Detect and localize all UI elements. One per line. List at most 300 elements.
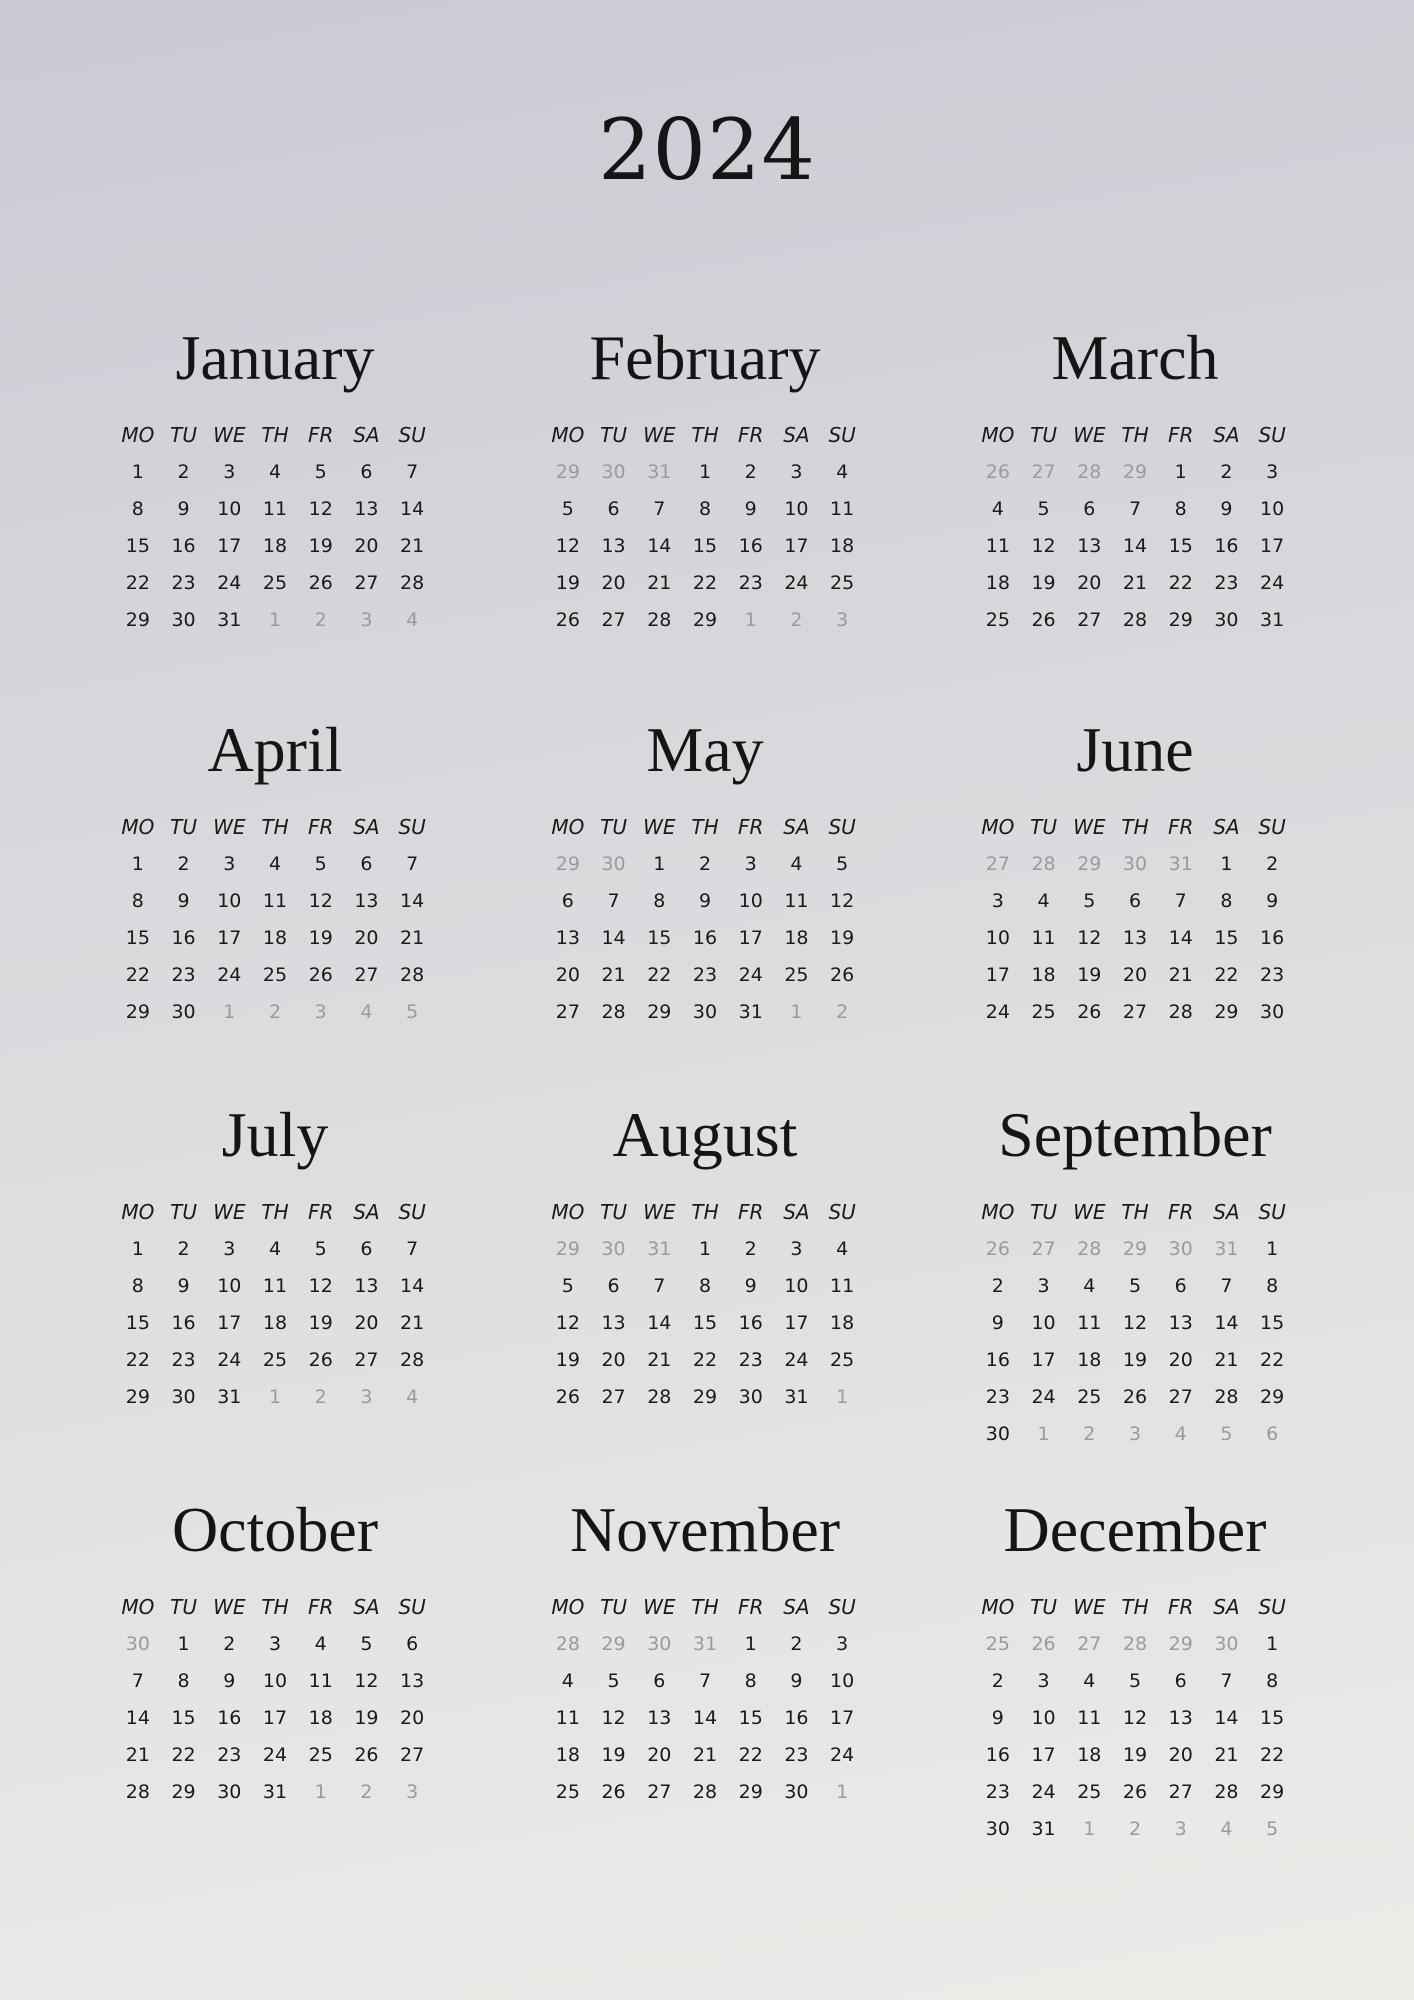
week-row (115, 1700, 435, 1737)
month-march (975, 318, 1295, 639)
week-row (115, 1305, 435, 1342)
weekday-header (545, 808, 865, 846)
day-cell: 27 (354, 1349, 379, 1371)
month-june (975, 710, 1295, 1031)
day-cell: 30 (985, 1423, 1010, 1445)
day-cell: 28 (647, 609, 672, 631)
day-cell: 28 (400, 1349, 425, 1371)
adjacent-month-day: 29 (555, 461, 580, 483)
day-cell: 10 (217, 498, 242, 520)
day-cell: 4 (561, 1670, 574, 1692)
weekday-label: WE (1073, 1595, 1106, 1619)
day-cell: 9 (744, 1275, 757, 1297)
adjacent-month-day: 5 (1220, 1423, 1233, 1445)
day-cell: 27 (601, 1386, 626, 1408)
day-cell: 27 (400, 1744, 425, 1766)
month-name: July (221, 1099, 329, 1170)
weekday-label: MO (551, 1595, 585, 1619)
adjacent-month-day: 3 (314, 1001, 327, 1023)
adjacent-month-day: 26 (985, 461, 1010, 483)
week-row (115, 1379, 435, 1416)
day-cell: 20 (555, 964, 580, 986)
month-name: September (998, 1099, 1272, 1170)
adjacent-month-day: 1 (744, 609, 757, 631)
day-cell: 5 (1083, 890, 1096, 912)
day-cell: 3 (744, 853, 757, 875)
weekday-label: MO (121, 1200, 155, 1224)
adjacent-month-day: 29 (1122, 1238, 1148, 1260)
day-cell: 12 (1031, 535, 1056, 557)
day-cell: 30 (738, 1386, 763, 1408)
day-cell: 12 (308, 1275, 333, 1297)
day-cell: 8 (1266, 1275, 1279, 1297)
day-cell: 1 (131, 853, 144, 875)
day-cell: 27 (555, 1001, 580, 1023)
day-cell: 13 (601, 1312, 626, 1334)
weekday-label: TH (691, 423, 719, 447)
weekday-header (975, 1588, 1295, 1626)
day-cell: 4 (1037, 890, 1050, 912)
weekday-label: FR (1168, 1595, 1194, 1619)
weekday-label: TU (170, 815, 197, 839)
day-cell: 16 (171, 535, 196, 557)
day-cell: 22 (125, 572, 150, 594)
month-name: November (569, 1494, 841, 1565)
day-cell: 21 (400, 1312, 425, 1334)
weekday-label: TH (1121, 423, 1149, 447)
day-cell: 24 (1031, 1781, 1056, 1803)
weekday-label: SU (398, 815, 426, 839)
day-cell: 6 (561, 890, 574, 912)
day-cell: 28 (1214, 1781, 1239, 1803)
day-cell: 25 (784, 964, 809, 986)
day-cell: 5 (561, 1275, 574, 1297)
day-cell: 22 (1168, 572, 1193, 594)
day-cell: 31 (1031, 1818, 1056, 1840)
day-cell: 17 (784, 535, 809, 557)
week-row (115, 846, 435, 883)
day-cell: 29 (1214, 1001, 1239, 1023)
day-cell: 18 (830, 535, 855, 557)
adjacent-month-day: 29 (1168, 1633, 1193, 1655)
weekday-header (115, 1588, 435, 1626)
day-cell: 28 (400, 964, 425, 986)
week-row (975, 1663, 1295, 1700)
weekday-label: MO (121, 1595, 155, 1619)
week-row (545, 1626, 865, 1663)
day-cell: 19 (1122, 1744, 1148, 1766)
day-cell: 14 (601, 927, 626, 949)
day-cell: 2 (223, 1633, 236, 1655)
day-cell: 17 (217, 927, 242, 949)
adjacent-month-day: 4 (406, 1386, 419, 1408)
day-cell: 4 (268, 1238, 282, 1260)
day-cell: 27 (1122, 1001, 1148, 1023)
weekday-header (545, 1588, 865, 1626)
day-cell: 5 (1128, 1275, 1142, 1297)
day-cell: 6 (607, 498, 620, 520)
weekday-label: SU (398, 1200, 426, 1224)
day-cell: 14 (647, 1312, 672, 1334)
day-cell: 25 (308, 1744, 333, 1766)
day-cell: 19 (308, 535, 333, 557)
day-cell: 22 (1260, 1744, 1285, 1766)
day-cell: 31 (1260, 609, 1285, 631)
day-cell: 22 (171, 1744, 196, 1766)
week-row (115, 1342, 435, 1379)
day-cell: 10 (262, 1670, 288, 1692)
day-cell: 19 (308, 1312, 333, 1334)
day-cell: 14 (400, 1275, 425, 1297)
weekday-label: FR (738, 1595, 764, 1619)
day-cell: 9 (177, 1275, 190, 1297)
weekday-label: SU (398, 423, 426, 447)
adjacent-month-day: 26 (1031, 1633, 1056, 1655)
weekday-label: SU (1258, 1595, 1286, 1619)
day-cell: 10 (784, 498, 809, 520)
month-may (545, 710, 865, 1031)
day-cell: 25 (830, 572, 855, 594)
day-cell: 7 (1220, 1670, 1233, 1692)
month-october (115, 1490, 435, 1811)
day-cell: 28 (601, 1001, 626, 1023)
day-cell: 25 (1077, 1781, 1102, 1803)
weekday-label: TH (1121, 1200, 1149, 1224)
day-cell: 10 (1031, 1312, 1056, 1334)
adjacent-month-day: 31 (647, 461, 672, 483)
day-cell: 16 (1214, 535, 1239, 557)
adjacent-month-day: 1 (268, 1386, 282, 1408)
weekday-label: TH (261, 815, 289, 839)
weekday-label: FR (308, 1200, 334, 1224)
day-cell: 18 (555, 1744, 580, 1766)
day-cell: 20 (354, 1312, 379, 1334)
week-row (545, 920, 865, 957)
month-name: August (612, 1099, 798, 1170)
day-cell: 21 (1214, 1349, 1239, 1371)
week-row (545, 1342, 865, 1379)
day-cell: 12 (830, 890, 855, 912)
week-row (975, 883, 1295, 920)
weekday-label: MO (981, 1200, 1015, 1224)
day-cell: 12 (1122, 1312, 1148, 1334)
day-cell: 16 (217, 1707, 242, 1729)
day-cell: 2 (1220, 461, 1233, 483)
adjacent-month-day: 28 (1077, 1238, 1102, 1260)
day-cell: 2 (1266, 853, 1279, 875)
adjacent-month-day: 31 (647, 1238, 672, 1260)
day-cell: 3 (790, 1238, 803, 1260)
day-cell: 22 (692, 572, 718, 594)
day-cell: 1 (698, 1238, 712, 1260)
weekday-label: SU (1258, 815, 1286, 839)
day-cell: 13 (601, 535, 626, 557)
day-cell: 15 (1214, 927, 1239, 949)
week-row (975, 602, 1295, 639)
day-cell: 13 (1168, 1312, 1193, 1334)
week-row (115, 1737, 435, 1774)
week-row (975, 1416, 1295, 1453)
day-cell: 14 (1214, 1707, 1239, 1729)
day-cell: 24 (784, 572, 809, 594)
adjacent-month-day: 3 (360, 1386, 373, 1408)
day-cell: 24 (784, 1349, 809, 1371)
week-row (545, 1305, 865, 1342)
day-cell: 24 (1031, 1386, 1056, 1408)
weekday-label: MO (121, 423, 155, 447)
month-name: May (646, 714, 764, 785)
day-cell: 14 (400, 890, 425, 912)
day-cell: 13 (1122, 927, 1148, 949)
day-cell: 3 (223, 853, 236, 875)
weekday-label: SA (1213, 1595, 1240, 1619)
week-row (975, 1811, 1295, 1848)
day-cell: 18 (1077, 1349, 1102, 1371)
day-cell: 1 (1220, 853, 1233, 875)
day-cell: 1 (177, 1633, 190, 1655)
weekday-label: TH (691, 815, 719, 839)
day-cell: 1 (1174, 461, 1187, 483)
weekday-label: TU (1030, 1200, 1057, 1224)
day-cell: 9 (1220, 498, 1233, 520)
day-cell: 5 (607, 1670, 620, 1692)
week-row (545, 1737, 865, 1774)
weekday-label: MO (551, 1200, 585, 1224)
day-cell: 24 (985, 1001, 1010, 1023)
adjacent-month-day: 31 (692, 1633, 718, 1655)
day-cell: 26 (354, 1744, 379, 1766)
day-cell: 17 (738, 927, 763, 949)
day-cell: 29 (125, 1001, 150, 1023)
week-row (115, 1774, 435, 1811)
day-cell: 16 (692, 927, 718, 949)
weekday-label: WE (1073, 1200, 1106, 1224)
day-cell: 28 (1122, 609, 1148, 631)
day-cell: 13 (400, 1670, 425, 1692)
day-cell: 31 (738, 1001, 763, 1023)
day-cell: 17 (217, 1312, 242, 1334)
day-cell: 7 (653, 1275, 666, 1297)
day-cell: 23 (985, 1781, 1010, 1803)
day-cell: 6 (607, 1275, 620, 1297)
day-cell: 11 (308, 1670, 333, 1692)
week-row (545, 491, 865, 528)
weekday-label: WE (643, 1200, 676, 1224)
adjacent-month-day: 28 (1031, 853, 1056, 875)
day-cell: 29 (1260, 1386, 1285, 1408)
week-row (545, 454, 865, 491)
week-row (545, 883, 865, 920)
adjacent-month-day: 2 (314, 609, 327, 631)
day-cell: 24 (217, 964, 242, 986)
day-cell: 11 (830, 1275, 855, 1297)
day-cell: 19 (555, 572, 580, 594)
weekday-label: SA (1213, 815, 1240, 839)
day-cell: 18 (1031, 964, 1056, 986)
adjacent-month-day: 3 (836, 609, 849, 631)
day-cell: 8 (653, 890, 666, 912)
weekday-label: FR (308, 815, 334, 839)
adjacent-month-day: 30 (601, 461, 626, 483)
day-cell: 14 (647, 535, 672, 557)
weekday-label: TH (1121, 1595, 1149, 1619)
weekday-label: SA (353, 815, 380, 839)
day-cell: 13 (647, 1707, 672, 1729)
day-cell: 26 (1122, 1781, 1148, 1803)
weekday-label: MO (981, 1595, 1015, 1619)
week-row (545, 957, 865, 994)
month-name: April (207, 714, 343, 785)
day-cell: 7 (406, 461, 419, 483)
weekday-label: TU (1030, 815, 1057, 839)
day-cell: 16 (171, 1312, 196, 1334)
weekday-label: TU (170, 1200, 197, 1224)
day-cell: 21 (400, 927, 425, 949)
month-name: June (1076, 714, 1194, 785)
weekday-label: WE (1073, 423, 1106, 447)
day-cell: 22 (1260, 1349, 1285, 1371)
day-cell: 23 (217, 1744, 242, 1766)
day-cell: 27 (1077, 609, 1102, 631)
day-cell: 26 (830, 964, 855, 986)
day-cell: 25 (262, 964, 288, 986)
day-cell: 19 (1122, 1349, 1148, 1371)
week-row (115, 491, 435, 528)
day-cell: 29 (125, 1386, 150, 1408)
adjacent-month-day: 30 (1122, 853, 1148, 875)
day-cell: 9 (177, 890, 190, 912)
day-cell: 12 (308, 890, 333, 912)
week-row (545, 528, 865, 565)
adjacent-month-day: 3 (360, 609, 373, 631)
adjacent-month-day: 4 (406, 609, 419, 631)
year-title: 2024 (598, 101, 816, 199)
day-cell: 19 (601, 1744, 626, 1766)
day-cell: 13 (1168, 1707, 1193, 1729)
day-cell: 10 (1260, 498, 1285, 520)
weekday-header (115, 1193, 435, 1231)
day-cell: 24 (217, 1349, 242, 1371)
weekday-header (115, 416, 435, 454)
adjacent-month-day: 30 (1168, 1238, 1193, 1260)
adjacent-month-day: 31 (1214, 1238, 1239, 1260)
day-cell: 25 (830, 1349, 855, 1371)
day-cell: 27 (354, 964, 379, 986)
day-cell: 2 (790, 1633, 803, 1655)
day-cell: 4 (1083, 1670, 1096, 1692)
day-cell: 17 (830, 1707, 855, 1729)
day-cell: 9 (991, 1312, 1004, 1334)
day-cell: 20 (601, 1349, 626, 1371)
adjacent-month-day: 27 (1031, 461, 1056, 483)
adjacent-month-day: 27 (1031, 1238, 1056, 1260)
day-cell: 4 (836, 1238, 849, 1260)
day-cell: 18 (262, 927, 288, 949)
adjacent-month-day: 1 (314, 1781, 327, 1803)
week-row (975, 1305, 1295, 1342)
day-cell: 20 (354, 535, 379, 557)
day-cell: 27 (354, 572, 379, 594)
weekday-label: SU (1258, 1200, 1286, 1224)
day-cell: 2 (991, 1275, 1004, 1297)
day-cell: 16 (171, 927, 196, 949)
weekday-label: TU (600, 1200, 627, 1224)
week-row (115, 1231, 435, 1268)
week-row (115, 565, 435, 602)
week-row (975, 565, 1295, 602)
day-cell: 15 (171, 1707, 196, 1729)
day-cell: 11 (555, 1707, 580, 1729)
day-cell: 29 (125, 609, 150, 631)
day-cell: 12 (308, 498, 333, 520)
weekday-label: MO (551, 423, 585, 447)
day-cell: 14 (1214, 1312, 1239, 1334)
weekday-label: FR (738, 1200, 764, 1224)
weekday-label: WE (643, 815, 676, 839)
day-cell: 14 (125, 1707, 150, 1729)
day-cell: 8 (131, 1275, 144, 1297)
day-cell: 4 (314, 1633, 327, 1655)
day-cell: 18 (985, 572, 1010, 594)
weekday-label: SA (353, 1200, 380, 1224)
day-cell: 8 (744, 1670, 757, 1692)
month-december (975, 1490, 1295, 1848)
day-cell: 10 (217, 890, 242, 912)
day-cell: 12 (555, 535, 580, 557)
adjacent-month-day: 1 (223, 1001, 236, 1023)
day-cell: 23 (171, 1349, 196, 1371)
weekday-label: MO (981, 423, 1015, 447)
weekday-label: SA (783, 1595, 810, 1619)
day-cell: 29 (692, 1386, 718, 1408)
adjacent-month-day: 5 (406, 1001, 419, 1023)
day-cell: 18 (1077, 1744, 1102, 1766)
weekday-label: MO (551, 815, 585, 839)
day-cell: 17 (217, 535, 242, 557)
adjacent-month-day: 1 (836, 1386, 849, 1408)
weekday-label: TU (600, 815, 627, 839)
day-cell: 5 (836, 853, 849, 875)
day-cell: 25 (1077, 1386, 1102, 1408)
day-cell: 29 (171, 1781, 196, 1803)
adjacent-month-day: 2 (1083, 1423, 1096, 1445)
day-cell: 3 (991, 890, 1004, 912)
week-row (545, 1231, 865, 1268)
month-july (115, 1095, 435, 1416)
adjacent-month-day: 1 (268, 609, 282, 631)
weekday-label: TU (600, 423, 627, 447)
day-cell: 22 (1214, 964, 1239, 986)
day-cell: 10 (738, 890, 763, 912)
day-cell: 21 (125, 1744, 150, 1766)
day-cell: 13 (555, 927, 580, 949)
day-cell: 15 (692, 535, 718, 557)
day-cell: 22 (125, 964, 150, 986)
day-cell: 11 (830, 498, 855, 520)
adjacent-month-day: 29 (555, 853, 580, 875)
day-cell: 18 (830, 1312, 855, 1334)
day-cell: 3 (268, 1633, 282, 1655)
day-cell: 13 (354, 890, 379, 912)
day-cell: 10 (830, 1670, 855, 1692)
day-cell: 20 (1122, 964, 1148, 986)
adjacent-month-day: 31 (1168, 853, 1193, 875)
adjacent-month-day: 1 (1083, 1818, 1096, 1840)
adjacent-month-day: 2 (314, 1386, 327, 1408)
day-cell: 24 (217, 572, 242, 594)
day-cell: 25 (1031, 1001, 1056, 1023)
day-cell: 8 (698, 1275, 712, 1297)
